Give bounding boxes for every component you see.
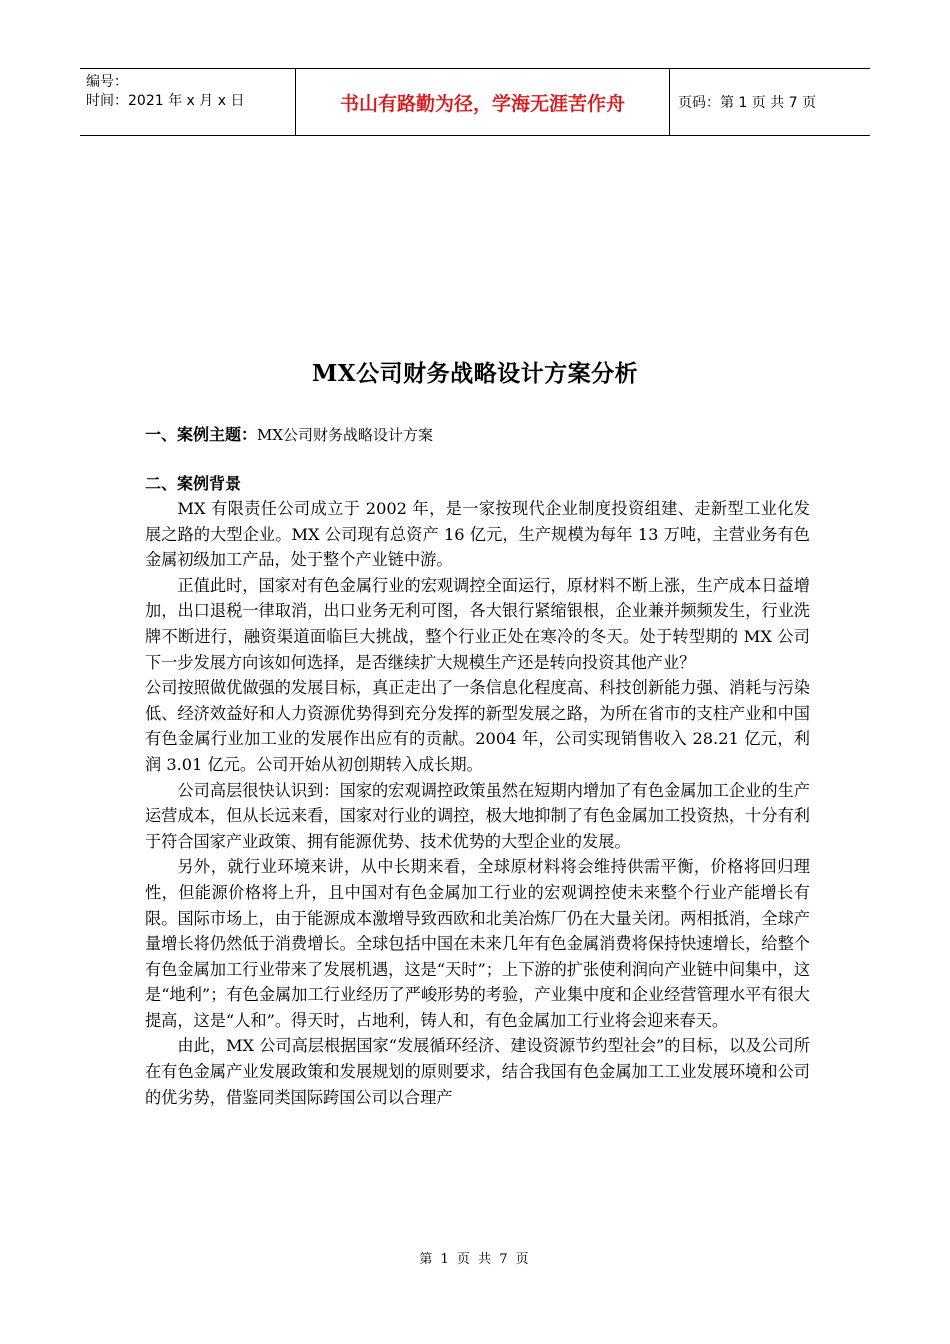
- paragraph: 公司按照做优做强的发展目标，真正走出了一条信息化程度高、科技创新能力强、消耗与污染低、经济效益好和人力资源优势得到充分发挥的新型发展之路，为所在省市的支柱产业和中国有色金属行业加工业的发展作出应有的贡献。2004 年，公司实现销售收入 28.21 亿元，利润 3.01 亿元。公司开始从初创期转入成长期。: [145, 678, 810, 774]
- header-motto: 书山有路勤为径，学海无涯苦作舟: [296, 69, 670, 135]
- paragraph: 正值此时，国家对有色金属行业的宏观调控全面运行，原材料不断上涨，生产成本日益增加，出口退税一律取消，出口业务无利可图，各大银行紧缩银根，企业兼并频频发生，行业洗牌不断进行，融资渠道面临巨大挑战，整个行业正处在寒冷的冬天。处于转型期的 MX 公司下一步发展方向该如何选择，是否继续扩大规模生产还是转向投资其他产业？: [145, 575, 810, 672]
- document-title: MX公司财务战略设计方案分析: [311, 360, 639, 387]
- page-header: [80, 68, 870, 136]
- page-footer: 第 1 页 共 7 页: [419, 1252, 531, 1267]
- document-body: [145, 496, 810, 1110]
- header-meta: [80, 69, 296, 135]
- document-number-label: 编号：: [86, 74, 128, 90]
- document-date: 时间：2021 年 x 月 x 日: [86, 93, 245, 109]
- paragraph: MX 有限责任公司成立于 2002 年，是一家按现代企业制度投资组建、走新型工业化发展之路的大型企业。MX 公司现有总资产 16 亿元，生产规模为每年 13 万吨，主营业务有色金属初级加工产品，处于整个产业链中游。: [145, 499, 810, 570]
- paragraph: 公司高层很快认识到：国家的宏观调控政策虽然在短期内增加了有色金属加工企业的生产运营成本，但从长远来看，国家对行业的调控，极大地抑制了有色金属加工投资热，十分有利于符合国家产业政策、拥有能源优势、技术优势的大型企业的发展。: [145, 780, 810, 851]
- section-heading: 一、案例主题：: [145, 425, 258, 444]
- paragraph: 由此，MX 公司高层根据国家“发展循环经济、建设资源节约型社会”的目标，以及公司所在有色金属产业发展政策和发展规划的原则要求，结合我国有色金属加工工业发展环境和公司的优劣势，借鉴同类国际跨国公司以合理产: [145, 1036, 810, 1107]
- header-page-info: 页码：第 1 页 共 7 页: [678, 95, 817, 111]
- paragraph: 另外，就行业环境来讲，从中长期来看，全球原材料将会维持供需平衡，价格将回归理性，但能源价格将上升，且中国对有色金属加工行业的宏观调控使未来整个行业产能增长有限。国际市场上，由于能源成本激增导致西欧和北美冶炼厂仍在大量关闭。两相抵消，全球产量增长将仍然低于消费增长。全球包括中国在未来几年有色金属消费将保持快速增长，给整个有色金属加工行业带来了发展机遇，这是“天时”；上下游的扩张使利润向产业链中间集中，这是“地利”；有色金属加工行业经历了严峻形势的考验，产业集中度和企业经营管理水平有很大提高，这是“人和”。得天时，占地利，铸人和，有色金属加工行业将会迎来春天。: [145, 857, 810, 1030]
- section-content: MX公司财务战略设计方案: [257, 426, 434, 444]
- section-case-topic: [145, 422, 810, 448]
- section-heading: 二、案例背景: [145, 474, 242, 493]
- section-case-background: [145, 471, 810, 497]
